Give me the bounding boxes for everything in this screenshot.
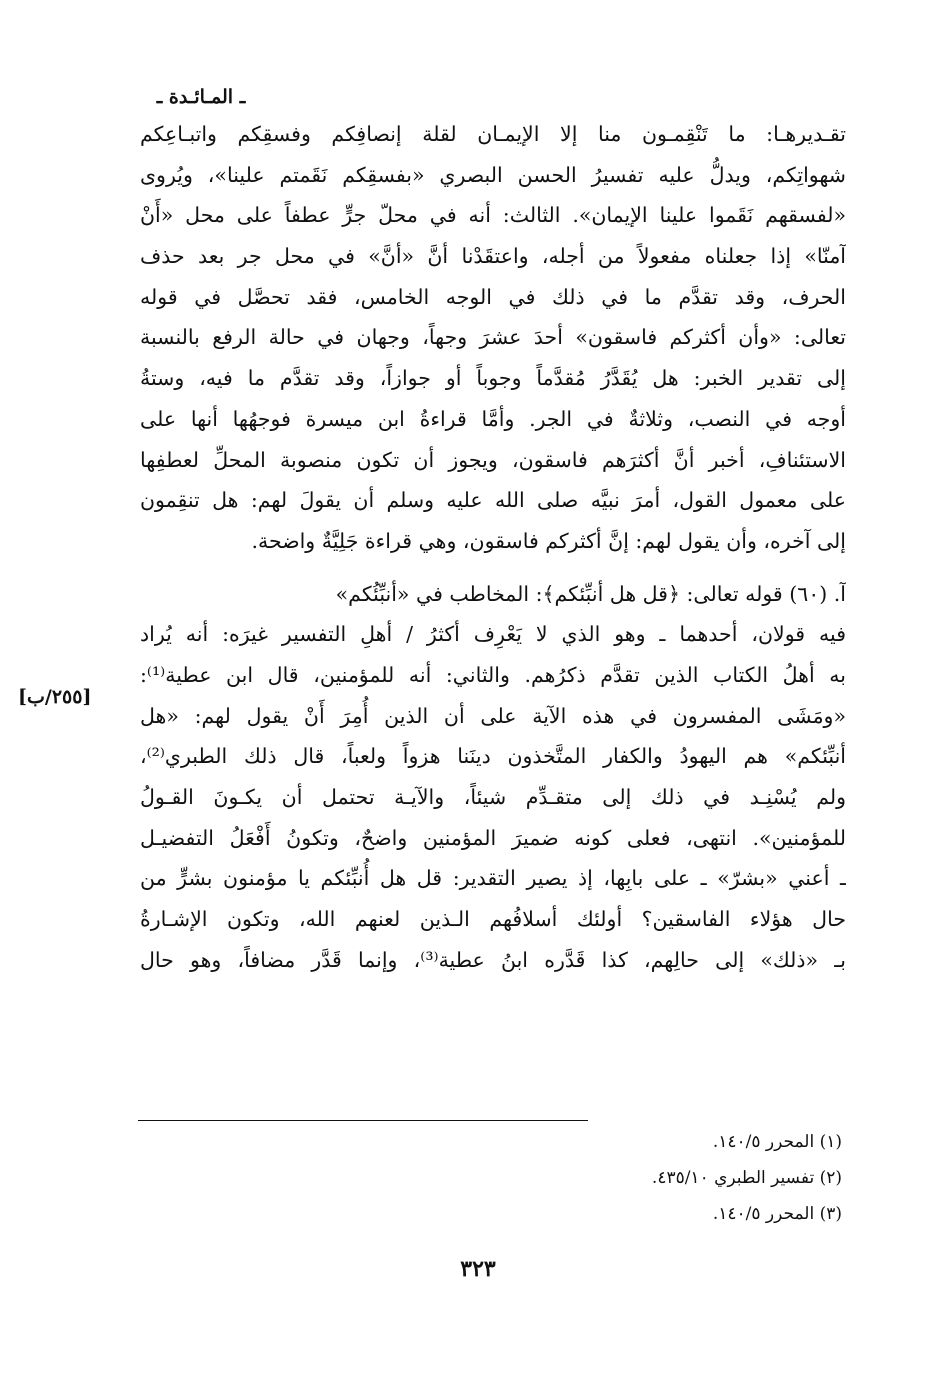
text-line: بـ «ذلك» إلى حالِهم، كذا قَدَّره ابنُ عطية⁽³⁾، وإنما قَدَّر مضافاً، وهو حال <box>140 947 846 972</box>
text-line: أنبِّئكم» هم اليهودُ والكفار المتَّخذون دينَنا هزواً ولعباً، قال ذلك الطبري⁽²⁾، <box>140 744 846 769</box>
text-line: فيه قولان، أحدهما ـ وهو الذي لا يَعْرِف أكثرُ / أهلِ التفسير غيرَه: أنه يُراد <box>140 622 846 647</box>
body-text <box>140 114 846 980</box>
text-line: للمؤمنين». انتهى، فعلى كونه ضميرَ المؤمنين واضحٌ، وتكونُ أَفْعَلُ التفضيـل <box>140 825 846 850</box>
paragraph-end-line: إلى آخره، وأن يقول لهم: إنَّ أكثركم فاسقون، وهي قراءة جَلِيَّةٌ واضحة. <box>251 528 846 553</box>
text-line: تقـديرهـا: ما تَنْقِمـون منا إلا الإيمـان لقلة إنصافِكم وفسقِكم واتبـاعِكم <box>140 122 846 146</box>
footnote: (٣) المحرر ١٤٠/٥. <box>712 1204 842 1224</box>
footnote: (١) المحرر ١٤٠/٥. <box>712 1132 842 1152</box>
text-line: «لفسقهم نَقَموا علينا الإيمان». الثالث: أنه في محلّ جرٍّ عطفاً على محل «أَنْ <box>140 203 846 228</box>
text-line: حال هؤلاء الفاسقين؟ أولئك أسلافُهم الـذين لعنهم الله، وتكون الإشـارةُ <box>140 907 846 932</box>
text-line: «ومَشَى المفسرون في هذه الآية على أن الذين أُمِرَ أَنْ يقول لهم: «هل <box>140 703 846 728</box>
manuscript-folio-reference: [٢٥٥/ب] <box>18 686 92 708</box>
text-line: الحرف، وقد تقدَّم ما في ذلك في الوجه الخامس، فقد تحصَّل في قوله <box>140 284 846 309</box>
text-line: ولم يُسْنِـد في ذلك إلى متقـدِّم شيئاً، والآيـة تحتمل أن يكـونَ القـولُ <box>140 785 846 809</box>
running-header: ـ المـائـدة ـ <box>156 86 246 108</box>
text-line: ـ أعني «بشرّ» ـ على بابِها، إذ يصير التقدير: قل هل أُنبِّئكم يا مؤمنون بشرٍّ من <box>140 866 846 891</box>
footnote: (٢) تفسير الطبري ٤٣٥/١٠. <box>651 1168 842 1188</box>
text-line: على معمول القول، أمرَ نبيَّه صلى الله عليه وسلم أن يقولَ لهم: هل تنقِمون <box>140 488 846 513</box>
text-line: تعالى: «وأن أكثركم فاسقون» أحدَ عشرَ وجهاً، وجهان في حالة الرفع بالنسبة <box>140 325 846 350</box>
footnotes <box>140 1124 842 1232</box>
text-line: إلى تقدير الخبر: هل يُقَدَّرُ مُقدَّماً وجوباً أو جوازاً، وقد تقدَّم ما فيه، وستةُ <box>140 366 846 391</box>
text-line: شهواتِكم، ويدلُّ عليه تفسيرُ الحسن البصري «بفسقِكم نَقَمتم علينا»، ويُروى <box>140 162 846 187</box>
page-number: ٣٢٣ <box>460 1256 496 1282</box>
footnote-divider <box>138 1120 588 1121</box>
text-line: أوجه في النصب، وثلاثةٌ في الجر. وأمَّا قراءةُ ابن ميسرة فوجهُها أنها على <box>140 406 846 431</box>
section-heading-line: آ. (٦٠) قوله تعالى: ﴿قل هل أنبِّئكم﴾: المخاطب في «أنبِّئُكم» <box>335 581 846 606</box>
text-line: الاستئنافِ، أخبر أنَّ أكثرَهم فاسقون، ويجوز أن تكون منصوبة المحلِّ لعطفِها <box>140 447 846 472</box>
text-line: آمنّا» إذا جعلناه مفعولاً من أجله، واعتقَدْنا أنَّ «أنَّ» في محل جر بعد حذف <box>140 244 846 269</box>
text-line: به أهلُ الكتاب الذين تقدَّم ذكرُهم. والثاني: أنه للمؤمنين، قال ابن عطية⁽¹⁾: <box>140 662 846 687</box>
